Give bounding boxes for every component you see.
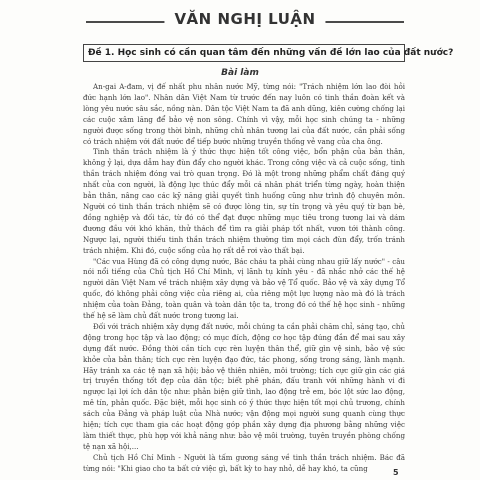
- question-heading: Đề 1. Học sinh có cần quan tâm đến những vấn đề lớn lao của đất nước?: [83, 44, 405, 62]
- paragraph-2: Tinh thần trách nhiệm là ý thức thực hiện tốt công việc, bổn phận của bản thân, không ỷ lại, dựa dẫm hay đùn đẩy cho người khác. Trong công việc và cả cuộc sống, tinh thần trách nhiệm đóng vai trò quan trọng. Đó là một trong những phẩm chất đáng quý nhất của con người, là động lực thúc đẩy mỗi cá nhân phát triển từng ngày, hoàn thiện bản thân, nâng cao các kỹ năng giải quyết tình huống cũng như trình độ chuyên môn. Người có tinh thần trách nhiệm sẽ có được lòng tin, sự tín trọng và yêu quý từ bạn bè, đồng nghiệp và đối tác, từ đó có thể đạt được những mục tiêu trong tương lai và dám đương đầu với khó khăn, thử thách để tìm ra giải pháp tốt nhất, vươn tới thành công. Ngược lại, người thiếu tinh thần trách nhiệm thường tìm mọi cách đùn đẩy, trốn tránh trách nhiệm. Khi đó, cuộc sống của họ rất dễ rơi vào thất bại.: [83, 147, 405, 255]
- paragraph-1: An-gai A-đam, vị đế nhất phu nhân nước Mỹ, từng nói: "Trách nhiệm lớn lao đòi hỏi đức hạnh lớn lao". Nhân dân Việt Nam từ trước đến nay luôn có tinh thần đoàn kết và lòng yêu nước sâu sắc, nồng nàn. Dân tộc Việt Nam ta đã anh dũng, kiên cường chống lại các cuộc xâm lăng để bảo vệ non sông. Chính vì vậy, mỗi học sinh chúng ta - những người được sống trong thời bình, những chủ nhân tương lai của đất nước, cần phải sống có trách nhiệm với đất nước để tiếp bước những truyền thống vẻ vang của cha ông.: [83, 82, 405, 146]
- page-number: 5: [393, 468, 399, 477]
- paragraph-3: "Các vua Hùng đã có công dựng nước, Bác cháu ta phải cùng nhau giữ lấy nước" - câu nói nổi tiếng của Chủ tịch Hồ Chí Minh, vị lãnh tụ kính yêu - đã nhắc nhở các thế hệ người dân Việt Nam về trách nhiệm xây dựng và bảo vệ Tổ quốc. Bảo vệ và xây dựng Tổ quốc, đó không phải công việc của riêng ai, của riêng một lực lượng nào mà đó là trách nhiệm của toàn Đảng, toàn quân và toàn dân tộc ta, trong đó có thế hệ học sinh - những thế hệ sẽ làm chủ đất nước trong tương lai.: [83, 256, 405, 321]
- essay-body: [83, 82, 405, 473]
- essay-label: Bài làm: [221, 68, 259, 78]
- paragraph-5: Chủ tịch Hồ Chí Minh - Người là tấm gương sáng về tinh thần trách nhiệm. Bác đã từng nói: "Khi giao cho ta bất cứ việc gì, bất kỳ to hay nhỏ, dễ hay khó, ta cũng: [83, 452, 405, 473]
- title-bar: [86, 6, 404, 36]
- paragraph-4: Đối với trách nhiệm xây dựng đất nước, mỗi chúng ta cần phải chăm chỉ, sáng tạo, chủ động trong học tập và lao động; có mục đích, động cơ học tập đúng đắn để mai sau xây dựng đất nước. Đồng thời cần tích cực rèn luyện thân thể, giữ gìn vệ sinh, bảo vệ sức khỏe của bản thân; tích cực rèn luyện đạo đức, tác phong, sống trong sáng, lành mạnh. Hãy tránh xa các tệ nạn xã hội; bảo vệ thiên nhiên, môi trường; tích cực giữ gìn các giá trị truyền thống tốt đẹp của dân tộc; biết phê phán, đấu tranh với những hành vi đi ngược lại lợi ích dân tộc như: phản biện giữ tình, lao động trẻ em, bóc lột sức lao động, mê tín, phản quốc. Đặc biệt, mỗi học sinh có ý thức thực hiện tốt mọi chủ trương, chính sách của Đảng và pháp luật của Nhà nước; vận động mọi người sung quanh cùng thực hiện; tích cực tham gia các hoạt động góp phần xây dựng địa phương bằng những việc làm thiết thực, phù hợp với khả năng như: bảo vệ môi trường, tuyên truyền phòng chống tệ nạn xã hội,...: [83, 321, 405, 451]
- page-title: VĂN NGHỊ LUẬN: [164, 10, 325, 28]
